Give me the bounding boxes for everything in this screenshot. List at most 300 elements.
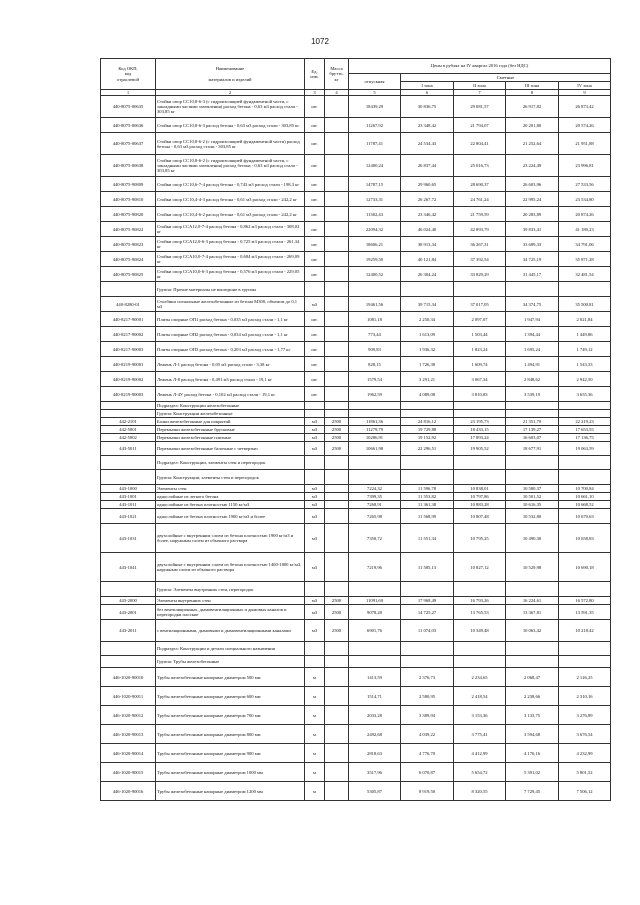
price-zone-4: 3 276,89	[559, 706, 611, 725]
empty-cell	[559, 470, 611, 485]
item-name: Стойки опор СС10,8-6-2 (с гидроизоляцией фундаментной части) расход бетона - 0,63 м3 расход стали - 303,85 кг	[156, 133, 305, 155]
item-mass: 2500	[325, 442, 349, 456]
table-row	[101, 442, 611, 456]
item-name: Стойки опор СС10,8-6-2 (с гидроизоляцией фундаментной части, с закладными частями заземления) расход бетона - 0,63 м3 расход стали - 303,85 кг	[156, 155, 305, 177]
price-zone-2: 3 775,41	[454, 725, 506, 744]
empty-cell	[401, 642, 454, 656]
item-unit: м3	[305, 597, 325, 605]
price-wholesale: 2033,28	[349, 706, 401, 725]
price-wholesale: 7399,35	[349, 493, 401, 501]
price-zone-4: 2 021,84	[559, 312, 611, 327]
price-zone-1: 4 039,22	[401, 725, 454, 744]
item-mass	[325, 668, 349, 687]
item-code: 446-1020-90011	[101, 687, 156, 706]
header-unit: Ед. изм.	[305, 59, 325, 90]
price-zone-1: 11 361,38	[401, 501, 454, 509]
item-name: Трубы железобетонные напорные диаметром 900 мм	[156, 744, 305, 763]
empty-cell	[325, 582, 349, 597]
item-mass	[325, 155, 349, 177]
group-title: Группа: Трубы железобетонные	[156, 656, 305, 668]
table-row	[101, 133, 611, 155]
price-zone-1: 17 968,49	[401, 597, 454, 605]
table-row	[101, 725, 611, 744]
price-zone-3: 16 603,07	[506, 434, 559, 442]
item-mass	[325, 372, 349, 387]
group-title: Группа: Элементы внутренних стен, перегородок	[156, 582, 305, 597]
price-zone-3: 26 603,96	[506, 177, 559, 192]
table-row	[101, 312, 611, 327]
item-mass	[325, 237, 349, 252]
price-wholesale: 12733,31	[349, 192, 401, 207]
price-zone-3: 20 283,89	[506, 207, 559, 222]
price-zone-4: 7 506,12	[559, 782, 611, 801]
price-zone-1: 4 089,08	[401, 387, 454, 402]
price-wholesale: 7224,32	[349, 485, 401, 493]
price-zone-2: 5 654,72	[454, 763, 506, 782]
empty-cell	[506, 656, 559, 668]
item-name: Перемычки железобетонные брусковые	[156, 426, 305, 434]
item-name: Элементы внутренних стен	[156, 597, 305, 605]
item-code: 446-1020-90013	[101, 725, 156, 744]
price-zone-2: 33 829,29	[454, 267, 506, 282]
item-name: Стойки опор ССА10,0-6-3 расход бетона - 0,576 м3 расход стали - 229,05 кг	[156, 267, 305, 282]
column-index: 6	[401, 90, 454, 96]
price-zone-1: 19 152,92	[401, 434, 454, 442]
item-name: Стойки опор ССА12,0-6-3 расход бетона - 0,725 м3 расход стали - 261,34 кг	[156, 237, 305, 252]
price-zone-4: 34 791,06	[559, 237, 611, 252]
item-code: 446-1020-90015	[101, 763, 156, 782]
price-wholesale: 11787,41	[349, 133, 401, 155]
item-code: 440-8075-90820	[101, 207, 156, 222]
item-mass: 2500	[325, 597, 349, 605]
empty-cell	[506, 282, 559, 297]
price-zone-1: 29 960,65	[401, 177, 454, 192]
table-row	[101, 782, 611, 801]
price-zone-4: 1 749,12	[559, 342, 611, 357]
item-name: Балки железобетонные для покрытий	[156, 418, 305, 426]
price-zone-3: 2 068,47	[506, 668, 559, 687]
item-name: двухслойные с внутренним слоем из бетона плотностью 1900 кг/м3 и более, наружным слоем из обычного раствора	[156, 524, 305, 553]
item-unit: шт.	[305, 327, 325, 342]
empty-cell	[305, 656, 325, 668]
item-mass	[325, 207, 349, 222]
item-mass	[325, 133, 349, 155]
price-zone-2: 10 838,01	[454, 485, 506, 493]
item-unit: м	[305, 763, 325, 782]
price-zone-2: 24 761,24	[454, 192, 506, 207]
price-zone-4: 1 449,86	[559, 327, 611, 342]
item-name: Стойки опор СС10,8-6-3 (с гидроизоляцией фундаментной части, с закладными частями заземления) расход бетона - 0,63 м3 расход стали - 303,85 кг	[156, 96, 305, 118]
empty-cell	[559, 410, 611, 418]
price-zone-4: 2 942,50	[559, 372, 611, 387]
item-code: 440-8219-90002	[101, 372, 156, 387]
item-mass	[325, 96, 349, 118]
header-wholesale: отпускная	[349, 74, 401, 90]
empty-cell	[454, 410, 506, 418]
price-zone-3: 34 374,75	[506, 297, 559, 312]
header-zone-2: II зона	[454, 82, 506, 90]
empty-cell	[506, 410, 559, 418]
table-row	[101, 426, 611, 434]
item-code: 443-2011	[101, 620, 156, 642]
table-row	[101, 434, 611, 442]
group-row	[101, 656, 611, 668]
price-zone-3: 4 176,16	[506, 744, 559, 763]
item-unit: м	[305, 782, 325, 801]
price-zone-2: 8 320,55	[454, 782, 506, 801]
item-name: Лежень Л-8 расход бетона - 0,491 м3 расход стали - 19,1 кг	[156, 372, 305, 387]
header-zone-4: IV зона	[559, 82, 611, 90]
empty-cell	[454, 402, 506, 410]
empty-cell	[349, 656, 401, 668]
empty-cell	[559, 582, 611, 597]
header-mass: Масса брутто, кг	[325, 59, 349, 90]
item-name: Трубы железобетонные напорные диаметром 1200 мм	[156, 782, 305, 801]
price-zone-2: 22 804,41	[454, 133, 506, 155]
price-zone-1: 8 919,50	[401, 782, 454, 801]
column-index: 5	[349, 90, 401, 96]
item-mass	[325, 501, 349, 509]
price-zone-2: 37 017,05	[454, 297, 506, 312]
price-wholesale: 1514,71	[349, 687, 401, 706]
item-code: 442-5001	[101, 426, 156, 434]
price-zone-1: 6 070,87	[401, 763, 454, 782]
table-row	[101, 706, 611, 725]
price-zone-1: 23 348,42	[401, 118, 454, 133]
price-wholesale: 10661,98	[349, 442, 401, 456]
price-zone-3: 39 833,41	[506, 222, 559, 237]
price-wholesale: 10286,91	[349, 434, 401, 442]
price-zone-3: 20 201,80	[506, 118, 559, 133]
item-name: Перемычки железобетонные балочные с четвертью	[156, 442, 305, 456]
item-unit: м3	[305, 524, 325, 553]
price-zone-4: 10 668,52	[559, 501, 611, 509]
empty-cell	[101, 282, 156, 297]
item-mass	[325, 744, 349, 763]
empty-cell	[401, 402, 454, 410]
item-mass	[325, 327, 349, 342]
item-code: 440-8219-90003	[101, 387, 156, 402]
table-row	[101, 297, 611, 312]
item-mass	[325, 267, 349, 282]
price-wholesale: 11279,79	[349, 426, 401, 434]
empty-cell	[559, 656, 611, 668]
header-price-title: Цены в рублях на IV квартал 2016 года (без НДС)	[349, 59, 611, 74]
group-title: Подраздел: Конструкции, элементы стен и перегородок	[156, 456, 305, 470]
empty-cell	[101, 656, 156, 668]
price-zone-2: 36 267,31	[454, 237, 506, 252]
price-zone-2: 2 234,65	[454, 668, 506, 687]
price-zone-2: 2 418,54	[454, 687, 506, 706]
price-zone-1: 3 389,94	[401, 706, 454, 725]
price-zone-1: 1 613,09	[401, 327, 454, 342]
item-unit: шт.	[305, 342, 325, 357]
empty-cell	[349, 582, 401, 597]
price-zone-1: 38 913,34	[401, 237, 454, 252]
price-zone-3: 26 917,82	[506, 96, 559, 118]
item-mass: 2500	[325, 426, 349, 434]
item-name: Трубы железобетонные напорные диаметром 1000 мм	[156, 763, 305, 782]
empty-cell	[325, 410, 349, 418]
column-index: 7	[454, 90, 506, 96]
table-row	[101, 744, 611, 763]
item-code: 440-8075-90825	[101, 267, 156, 282]
empty-cell	[325, 470, 349, 485]
price-wholesale: 6901,76	[349, 620, 401, 642]
price-zone-2: 42 893,79	[454, 222, 506, 237]
header-name: Наименование материалов и изделий	[156, 59, 305, 90]
group-title: Группа: Конструкции железобетонные	[156, 410, 305, 418]
group-row	[101, 470, 611, 485]
item-mass	[325, 763, 349, 782]
item-code: 446-1020-90016	[101, 782, 156, 801]
empty-cell	[349, 642, 401, 656]
empty-cell	[506, 582, 559, 597]
price-zone-1: 11 568,99	[401, 509, 454, 524]
empty-cell	[325, 402, 349, 410]
price-wholesale: 19461,56	[349, 297, 401, 312]
item-code: 442-5002	[101, 434, 156, 442]
item-code: 443-2001	[101, 605, 156, 620]
price-zone-3: 3 594,68	[506, 725, 559, 744]
price-zone-3: 31 445,17	[506, 267, 559, 282]
group-title: Подраздел: Конструкции железобетонные	[156, 402, 305, 410]
price-zone-4: 2 126,25	[559, 668, 611, 687]
item-unit: м	[305, 744, 325, 763]
empty-cell	[305, 642, 325, 656]
price-zone-2: 23 195,73	[454, 418, 506, 426]
price-zone-4: 35 500,81	[559, 297, 611, 312]
price-zone-1: 24 534,43	[401, 133, 454, 155]
table-row	[101, 418, 611, 426]
empty-cell	[325, 282, 349, 297]
empty-cell	[101, 402, 156, 410]
item-mass	[325, 387, 349, 402]
price-zone-1: 1 726,38	[401, 357, 454, 372]
price-zone-3: 13 367,81	[506, 605, 559, 620]
item-unit: шт.	[305, 312, 325, 327]
price-wholesale: 1962,59	[349, 387, 401, 402]
price-zone-2: 3 153,36	[454, 706, 506, 725]
empty-cell	[305, 410, 325, 418]
item-unit: шт.	[305, 192, 325, 207]
item-code: 440-8075-90823	[101, 237, 156, 252]
table-row	[101, 342, 611, 357]
item-unit: шт.	[305, 207, 325, 222]
price-zone-3: 10 616,35	[506, 501, 559, 509]
price-wholesale: 909,83	[349, 342, 401, 357]
price-wholesale: 19259,50	[349, 252, 401, 267]
item-name: Стойки опор СС10,8-6-3 расход бетона - 0,63 м3 расход стали - 303,85 кг	[156, 118, 305, 133]
item-name: Стойки опор ССА10,0-7-4 расход бетона - 0,684 м3 расход стали - 269,09 кг	[156, 252, 305, 267]
item-name: Стойки опор СС10,6-7-4 расход бетона - 0,743 м3 расход стали - 198,3 кг	[156, 177, 305, 192]
empty-cell	[325, 642, 349, 656]
item-code: 440-8075-90824	[101, 252, 156, 267]
table-row	[101, 620, 611, 642]
price-zone-3: 7 729,45	[506, 782, 559, 801]
item-code: 446-1020-90012	[101, 706, 156, 725]
item-mass	[325, 553, 349, 582]
empty-cell	[401, 410, 454, 418]
item-name: Плиты опорные ОП1 расход бетона - 0,035 м3 расход стали - 1,1 кг	[156, 312, 305, 327]
table-row	[101, 96, 611, 118]
price-zone-3: 22 995,24	[506, 192, 559, 207]
table-row	[101, 177, 611, 192]
table-row	[101, 524, 611, 553]
item-unit: м	[305, 668, 325, 687]
group-title: Группа: Конструкции, элементы стен и перегородок	[156, 470, 305, 485]
group-row	[101, 642, 611, 656]
price-zone-2: 10 883,28	[454, 501, 506, 509]
item-mass	[325, 118, 349, 133]
item-mass	[325, 192, 349, 207]
group-title: Группа: Прочие материалы не вошедшие в группы	[156, 282, 305, 297]
item-unit: м3	[305, 501, 325, 509]
item-unit: шт.	[305, 237, 325, 252]
empty-cell	[506, 456, 559, 470]
item-unit: шт.	[305, 222, 325, 237]
item-code: 443-2000	[101, 597, 156, 605]
item-code: 443-1000	[101, 485, 156, 493]
price-wholesale: 22094,32	[349, 222, 401, 237]
price-wholesale: 12400,24	[349, 155, 401, 177]
price-zone-2: 19 905,52	[454, 442, 506, 456]
item-unit: м3	[305, 297, 325, 312]
empty-cell	[559, 642, 611, 656]
price-zone-4: 22 219,23	[559, 418, 611, 426]
price-zone-1: 39 715,34	[401, 297, 454, 312]
group-row	[101, 582, 611, 597]
price-zone-3: 16 224,61	[506, 597, 559, 605]
price-zone-4: 16 572,80	[559, 597, 611, 605]
item-name: без вентиляционных, дымовентиляционных и дымовых каналов и перегородки плоские	[156, 605, 305, 620]
price-zone-3: 18 677,91	[506, 442, 559, 456]
item-mass	[325, 485, 349, 493]
empty-cell	[401, 470, 454, 485]
empty-cell	[101, 410, 156, 418]
empty-cell	[101, 642, 156, 656]
item-unit: шт.	[305, 155, 325, 177]
price-zone-2: 21 759,59	[454, 207, 506, 222]
price-wholesale: 18439,29	[349, 96, 401, 118]
item-code: 440-8075-90822	[101, 222, 156, 237]
table-row	[101, 118, 611, 133]
item-code: 440-8217-90003	[101, 342, 156, 357]
table-row	[101, 387, 611, 402]
item-mass	[325, 493, 349, 501]
price-zone-4: 2 310,16	[559, 687, 611, 706]
price-zone-1: 19 729,88	[401, 426, 454, 434]
item-unit: м3	[305, 442, 325, 456]
price-zone-1: 3 291,21	[401, 372, 454, 387]
price-zone-3: 3 539,19	[506, 387, 559, 402]
table-row	[101, 485, 611, 493]
item-code: 446-1020-90014	[101, 744, 156, 763]
item-code: 440-8075-00636	[101, 118, 156, 133]
price-zone-1: 23 346,42	[401, 207, 454, 222]
price-zone-4: 23 534,80	[559, 192, 611, 207]
empty-cell	[349, 470, 401, 485]
price-zone-3: 10 490,30	[506, 524, 559, 553]
price-zone-4: 41 180,23	[559, 222, 611, 237]
item-unit: шт.	[305, 267, 325, 282]
group-row	[101, 456, 611, 470]
column-index: 3	[305, 90, 325, 96]
item-name: Плиты опорные ОП3 расход бетона - 0,203 м3 расход стали - 1,77 кг	[156, 342, 305, 357]
price-zone-2: 1 823,24	[454, 342, 506, 357]
column-index: 1	[101, 90, 156, 96]
price-zone-2: 28 690,37	[454, 177, 506, 192]
price-wholesale: 7350,72	[349, 524, 401, 553]
price-zone-4: 20 874,26	[559, 207, 611, 222]
price-zone-3: 10 063,42	[506, 620, 559, 642]
price-zone-2: 18 433,15	[454, 426, 506, 434]
item-code: 440-8075-90809	[101, 177, 156, 192]
item-unit: м3	[305, 426, 325, 434]
item-unit: м3	[305, 434, 325, 442]
price-wholesale: 2818,63	[349, 744, 401, 763]
group-title: Подраздел: Конструкции и детали специального назначения	[156, 642, 305, 656]
price-zone-2: 16 793,26	[454, 597, 506, 605]
item-mass	[325, 222, 349, 237]
empty-cell	[305, 456, 325, 470]
price-zone-2: 3 067,34	[454, 372, 506, 387]
price-zone-1: 2 250,34	[401, 312, 454, 327]
price-wholesale: 11302,43	[349, 207, 401, 222]
empty-cell	[305, 582, 325, 597]
price-wholesale: 828,15	[349, 357, 401, 372]
price-zone-2: 10 349,48	[454, 620, 506, 642]
table-row	[101, 357, 611, 372]
item-unit: м	[305, 706, 325, 725]
item-unit: шт.	[305, 177, 325, 192]
price-zone-3: 2 238,66	[506, 687, 559, 706]
item-mass	[325, 687, 349, 706]
item-mass	[325, 312, 349, 327]
empty-cell	[349, 402, 401, 410]
header-zone-3: III зона	[506, 82, 559, 90]
price-zone-3: 33 689,33	[506, 237, 559, 252]
item-name: Стойки опор СС10,4-6-2 расход бетона - 0,61 м3 расход стали - 242,2 кг	[156, 207, 305, 222]
header-sections: Сметные	[401, 74, 611, 82]
price-zone-1: 2 376,73	[401, 668, 454, 687]
price-wholesale: 9078,28	[349, 605, 401, 620]
empty-cell	[454, 582, 506, 597]
item-code: 440-8217-90002	[101, 327, 156, 342]
group-row	[101, 410, 611, 418]
price-zone-4: 10 661,10	[559, 493, 611, 501]
price-zone-2: 2 097,07	[454, 312, 506, 327]
empty-cell	[325, 456, 349, 470]
price-zone-1: 30 836,75	[401, 96, 454, 118]
table-row	[101, 501, 611, 509]
table-row	[101, 222, 611, 237]
price-zone-1: 26 837,44	[401, 155, 454, 177]
item-unit: шт.	[305, 118, 325, 133]
price-zone-3: 3 133,75	[506, 706, 559, 725]
empty-cell	[305, 470, 325, 485]
price-zone-3: 1 695,24	[506, 342, 559, 357]
price-zone-4: 3 676,54	[559, 725, 611, 744]
empty-cell	[454, 642, 506, 656]
price-zone-1: 11 596,78	[401, 485, 454, 493]
price-zone-2: 1 503,44	[454, 327, 506, 342]
price-wholesale: 1413,59	[349, 668, 401, 687]
price-zone-2: 17 893,24	[454, 434, 506, 442]
item-mass: 2500	[325, 620, 349, 642]
table-header	[101, 59, 611, 96]
empty-cell	[101, 456, 156, 470]
